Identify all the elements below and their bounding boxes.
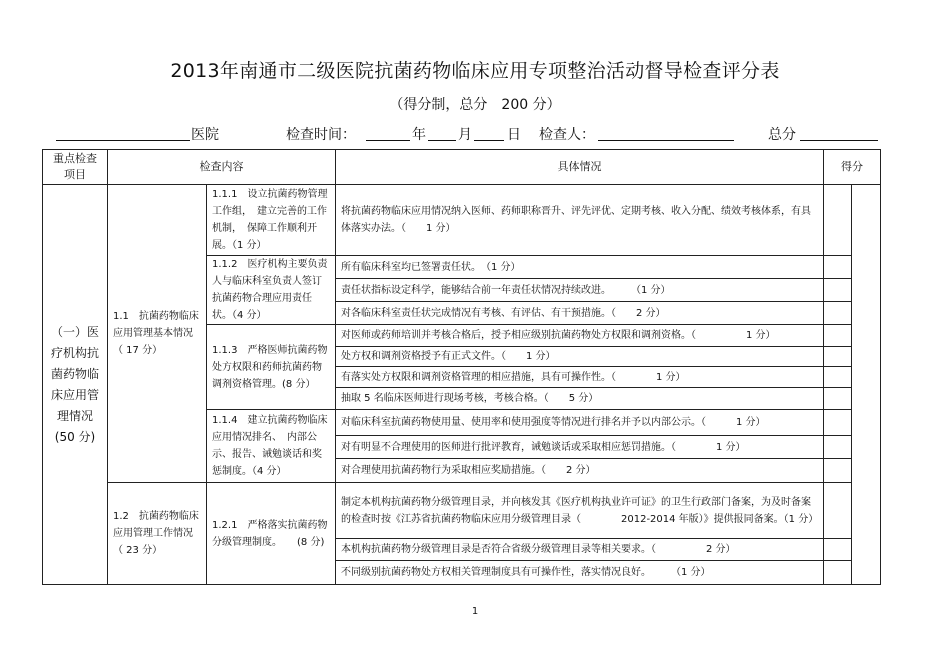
header-row bbox=[43, 150, 881, 185]
score-input[interactable] bbox=[824, 347, 852, 367]
score-input[interactable] bbox=[824, 185, 852, 256]
hospital-blank[interactable] bbox=[56, 140, 190, 141]
total-blank[interactable] bbox=[800, 140, 878, 141]
header-score: 得分 bbox=[824, 150, 881, 185]
score-input[interactable] bbox=[824, 561, 852, 585]
detail-cell: 抽取 5 名临床医师进行现场考核，考核合格。（ 5 分） bbox=[336, 388, 824, 410]
score-group bbox=[824, 410, 852, 483]
detail-cell: 对各临床科室责任状完成情况有考核、有评估、有干预措施。（ 2 分） bbox=[336, 302, 824, 325]
item-1-2-1: 1.2.1 严格落实抗菌药物分级管理制度。 (8 分) bbox=[207, 483, 336, 585]
detail-cell: 对合理使用抗菌药物行为采取相应奖励措施。（ 2 分） bbox=[341, 465, 596, 476]
score-input[interactable] bbox=[824, 539, 852, 561]
inspector-blank[interactable] bbox=[598, 140, 734, 141]
year-label: 年 bbox=[412, 127, 426, 143]
score-input[interactable] bbox=[824, 302, 852, 325]
info-line bbox=[0, 124, 950, 144]
header-content: 检查内容 bbox=[108, 150, 336, 185]
item-1-1-1: 1.1.1 设立抗菌药物管理工作组， 建立完善的工作机制， 保障工作顺利开展。（1 分） bbox=[207, 185, 336, 256]
detail-cell: 对临床科室抗菌药物使用量、使用率和使用强度等情况进行排名并予以内部公示。（ 1 分） bbox=[336, 410, 823, 436]
score-input[interactable] bbox=[824, 436, 851, 459]
score-input[interactable] bbox=[824, 279, 852, 302]
year-blank[interactable] bbox=[366, 140, 410, 141]
header-key-item: 重点检查项目 bbox=[43, 150, 108, 185]
score-input[interactable] bbox=[824, 325, 852, 347]
detail-cell: 将抗菌药物临床应用情况纳入医师、药师职称晋升、评先评优、定期考核、收入分配、绩效考核体系，有具体落实办法。（ 1 分） bbox=[336, 185, 824, 256]
detail-cell: 责任状指标设定科学，能够结合前一年责任状情况持续改进。 （1 分） bbox=[336, 279, 824, 302]
score-total-cell[interactable] bbox=[852, 185, 881, 585]
item-1-1-2: 1.1.2 医疗机构主要负责人与临床科室负责人签订抗菌药物合理应用责任状。（4 分） bbox=[207, 256, 336, 325]
score-input[interactable] bbox=[824, 459, 851, 482]
table-row bbox=[43, 185, 881, 256]
detail-cell: 有落实处方权限和调剂资格管理的相应措施，具有可操作性。（ 1 分） bbox=[336, 367, 824, 388]
total-label: 总分 bbox=[768, 127, 796, 143]
table-row bbox=[43, 483, 881, 539]
item-1-1-4: 1.1.4 建立抗菌药物临床应用情况排名、 内部公示、报告、诫勉谈话和奖惩制度。（4 分） bbox=[207, 410, 336, 483]
inspector-label: 检查人： bbox=[539, 127, 595, 143]
month-label: 月 bbox=[458, 127, 472, 143]
sub-item-1-1: 1.1 抗菌药物临床应用管理基本情况（ 17 分） bbox=[108, 185, 207, 483]
page-subtitle: （得分制，总分 200 分） bbox=[389, 97, 561, 113]
detail-cell: 所有临床科室均已签署责任状。 （1 分） bbox=[336, 256, 824, 279]
item-1-1-3: 1.1.3 严格医师抗菌药物处方权限和药师抗菌药物调剂资格管理。(8 分） bbox=[207, 325, 336, 410]
sub-item-1-2: 1.2 抗菌药物临床应用管理工作情况（ 23 分） bbox=[108, 483, 207, 585]
score-input[interactable] bbox=[824, 483, 852, 539]
hospital-label: 医院 bbox=[191, 127, 219, 143]
page-title: 2013年南通市二级医院抗菌药物临床应用专项整治活动督导检查评分表 bbox=[170, 60, 780, 82]
detail-cell: 对医师或药师培训并考核合格后，授予相应级别抗菌药物处方权限和调剂资格。（ 1 分） bbox=[336, 325, 824, 347]
score-input[interactable] bbox=[824, 388, 852, 410]
score-input[interactable] bbox=[824, 367, 852, 388]
page-number: 1 bbox=[471, 606, 479, 617]
month-blank[interactable] bbox=[428, 140, 456, 141]
day-label: 日 bbox=[507, 127, 521, 143]
day-blank[interactable] bbox=[474, 140, 504, 141]
header-details: 具体情况 bbox=[336, 150, 824, 185]
detail-cell: 对有明显不合理使用的医师进行批评教育，诫勉谈话或采取相应惩罚措施。（ 1 分） bbox=[336, 436, 823, 459]
detail-cell: 不同级别抗菌药物处方权相关管理制度具有可操作性，落实情况良好。 （1 分） bbox=[336, 561, 824, 585]
score-input[interactable] bbox=[824, 410, 851, 436]
check-time-label: 检查时间： bbox=[286, 127, 356, 143]
section-cell: （一）医疗机构抗菌药物临床应用管理情况 (50 分) bbox=[43, 185, 108, 585]
score-table bbox=[42, 149, 881, 585]
detail-cell: 本机构抗菌药物分级管理目录是否符合省级分级管理目录等相关要求。（ 2 分） bbox=[336, 539, 824, 561]
detail-group bbox=[336, 410, 824, 483]
detail-cell: 制定本机构抗菌药物分级管理目录，并向核发其《医疗机构执业许可证》的卫生行政部门备案，为及时备案的检查时按《江苏省抗菌药物临床应用分级管理目录（ 2012-2014 年版）》提供报同备案。（1 分） bbox=[336, 483, 824, 539]
detail-cell: 处方权和调剂资格授予有正式文件。（ 1 分） bbox=[336, 347, 824, 367]
score-input[interactable] bbox=[824, 256, 852, 279]
